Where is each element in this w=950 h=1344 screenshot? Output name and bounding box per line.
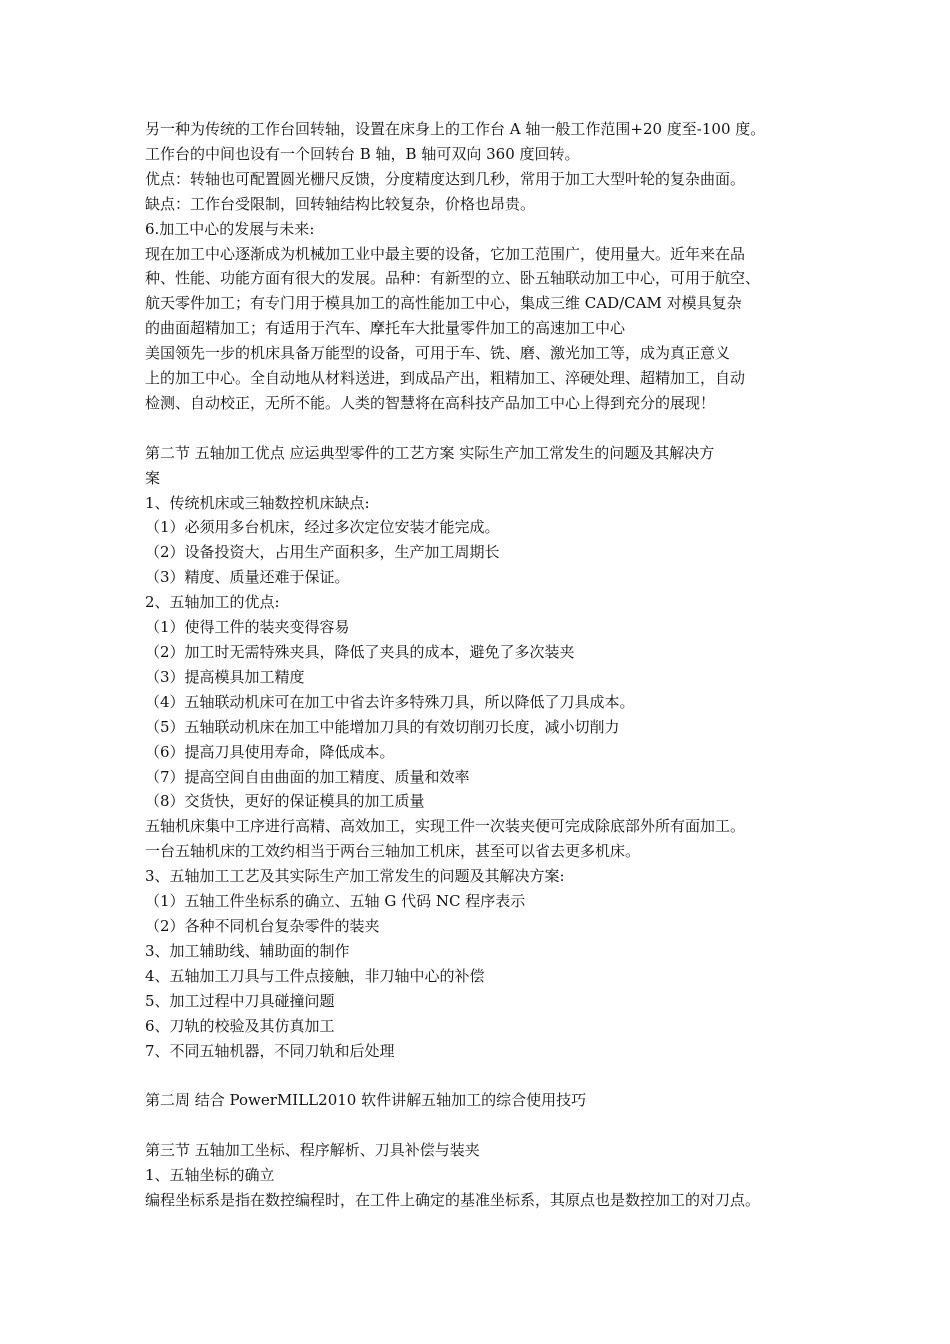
list-heading: 1、五轴坐标的确立 <box>145 1166 275 1185</box>
text-line: 编程坐标系是指在数控编程时，在工件上确定的基准坐标系，其原点也是数控加工的对刀点。 <box>145 1190 761 1209</box>
text-line: 工作台的中间也设有一个回转台 B 轴，B 轴可双向 360 度回转。 <box>145 144 580 163</box>
list-item: 6、刀轨的校验及其仿真加工 <box>145 1016 335 1035</box>
list-item: （2）各种不同机台复杂零件的装夹 <box>145 916 380 935</box>
blank-line <box>145 1113 810 1138</box>
list-heading: 2、五轴加工的优点: <box>145 593 280 612</box>
list-item: （5）五轴联动机床在加工中能增加刀具的有效切削刃长度，减小切削力 <box>145 717 620 736</box>
text-line: 五轴机床集中工序进行高精、高效加工，实现工件一次装夹便可完成除底部外所有面加工。 <box>145 817 746 836</box>
list-item: （3）提高模具加工精度 <box>145 667 305 686</box>
text-line: 上的加工中心。全自动地从材料送进，到成品产出，粗精加工、淬硬处理、超精加工，自动 <box>145 369 746 388</box>
blank-line <box>145 1063 810 1088</box>
list-item: 5、加工过程中刀具碰撞问题 <box>145 991 335 1010</box>
list-item: （4）五轴联动机床可在加工中省去许多特殊刀具，所以降低了刀具成本。 <box>145 692 635 711</box>
text-line: 检测、自动校正，无所不能。人类的智慧将在高科技产品加工中心上得到充分的展现！ <box>145 393 716 412</box>
text-line: 美国领先一步的机床具备万能型的设备，可用于车、铣、磨、激光加工等，成为真正意义 <box>145 344 731 363</box>
text-line: 案 <box>145 468 161 487</box>
text-line: 现在加工中心逐渐成为机械加工业中最主要的设备，它加工范围广，使用量大。近年来在品 <box>145 244 746 263</box>
list-item: （3）精度、质量还难于保证。 <box>145 568 350 587</box>
text-line: 一台五轴机床的工效约相当于两台三轴加工机床，甚至可以省去更多机床。 <box>145 842 641 861</box>
section-heading: 第二周 结合 PowerMILL2010 软件讲解五轴加工的综合使用技巧 <box>145 1091 587 1110</box>
blank-line <box>145 416 810 441</box>
list-item: （6）提高刀具使用寿命，降低成本。 <box>145 742 395 761</box>
document-page <box>145 117 810 1213</box>
list-item: 7、不同五轴机器，不同刀轨和后处理 <box>145 1041 395 1060</box>
list-item: （8）交货快，更好的保证模具的加工质量 <box>145 792 425 811</box>
list-item: （1）五轴工件坐标系的确立、五轴 G 代码 NC 程序表示 <box>145 892 526 911</box>
text-line: 另一种为传统的工作台回转轴，设置在床身上的工作台 A 轴一般工作范围+20 度至-100 度。 <box>145 120 766 138</box>
text-line: 缺点：工作台受限制，回转轴结构比较复杂，价格也昂贵。 <box>145 194 536 213</box>
list-heading: 1、传统机床或三轴数控机床缺点: <box>145 493 370 512</box>
list-heading: 3、五轴加工工艺及其实际生产加工常发生的问题及其解决方案: <box>145 867 565 886</box>
text-line: 航天零件加工；有专门用于模具加工的高性能加工中心，集成三维 CAD/CAM 对模具复杂 <box>145 294 742 313</box>
list-item: 4、五轴加工刀具与工件点接触，非刀轴中心的补偿 <box>145 966 485 985</box>
list-item: （1）必须用多台机床，经过多次定位安装才能完成。 <box>145 518 500 537</box>
list-item: （1）使得工件的装夹变得容易 <box>145 618 350 637</box>
text-line: 优点：转轴也可配置圆光栅尺反馈，分度精度达到几秒，常用于加工大型叶轮的复杂曲面。 <box>145 169 746 188</box>
text-line: 种、性能、功能方面有很大的发展。品种：有新型的立、卧五轴联动加工中心，可用于航空、 <box>145 269 761 288</box>
list-item: （2）设备投资大，占用生产面积多，生产加工周期长 <box>145 543 500 562</box>
section-heading: 6.加工中心的发展与未来: <box>145 219 315 238</box>
text-line: 的曲面超精加工；有适用于汽车、摩托车大批量零件加工的高速加工中心 <box>145 319 626 338</box>
list-item: 3、加工辅助线、辅助面的制作 <box>145 941 350 960</box>
list-item: （2）加工时无需特殊夹具，降低了夹具的成本，避免了多次装夹 <box>145 643 575 662</box>
section-heading: 第二节 五轴加工优点 应运典型零件的工艺方案 实际生产加工常发生的问题及其解决方 <box>145 443 715 462</box>
list-item: （7）提高空间自由曲面的加工精度、质量和效率 <box>145 767 470 786</box>
section-heading: 第三节 五轴加工坐标、程序解析、刀具补偿与装夹 <box>145 1141 480 1160</box>
